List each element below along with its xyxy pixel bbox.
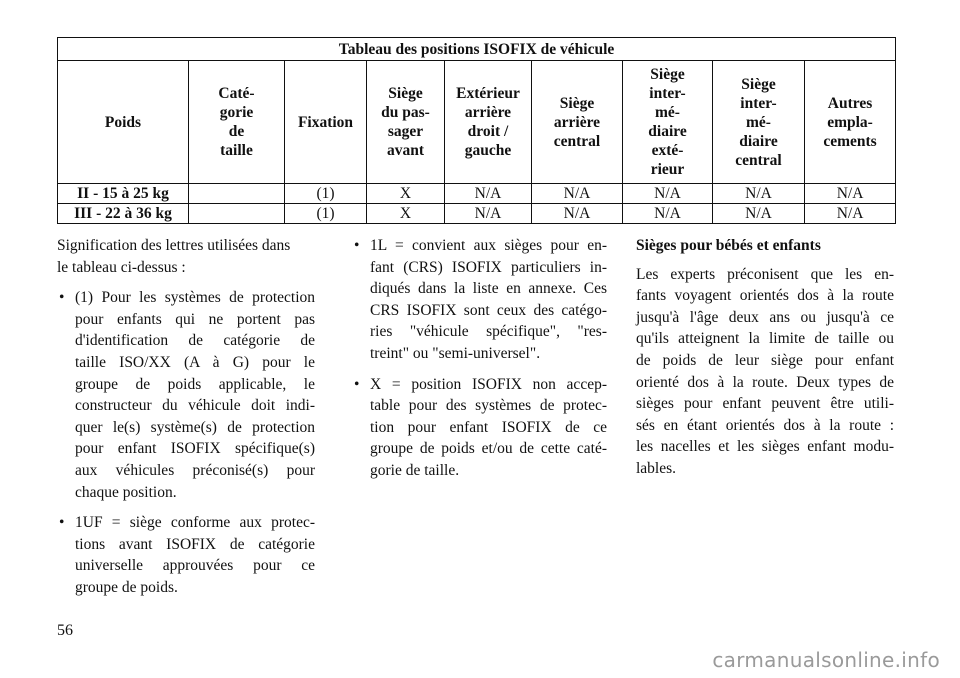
table-cell: N/A bbox=[623, 204, 713, 224]
paragraph-line: qu'ils atteignent la limite de taille ou bbox=[636, 330, 894, 348]
bullet-line: diqués dans la liste en annexe. Ces bbox=[370, 280, 607, 298]
bullet-icon: • bbox=[59, 514, 65, 532]
table-cell bbox=[189, 184, 285, 204]
table-cell: N/A bbox=[805, 184, 896, 204]
column-header bbox=[532, 61, 623, 184]
middle-column bbox=[352, 235, 607, 482]
bullet-item bbox=[57, 512, 315, 598]
paragraph-line: de poids de leur siège pour enfant bbox=[636, 351, 894, 369]
table-title: Tableau des positions ISOFIX de véhicule bbox=[58, 38, 896, 61]
bullet-line: taille ISO/XX (A à G) pour le bbox=[75, 353, 315, 371]
bullet-line: CRS ISOFIX sont ceux des catégo- bbox=[370, 301, 607, 319]
column-header-label: Poids bbox=[104, 113, 142, 131]
table-cell: N/A bbox=[532, 204, 623, 224]
bullet-line: 1UF = siège conforme aux protec- bbox=[75, 514, 315, 532]
bullet-line: fant (CRS) ISOFIX particuliers in- bbox=[370, 258, 607, 276]
bullet-item bbox=[352, 374, 607, 482]
bullet-line: X = position ISOFIX non accep- bbox=[370, 375, 607, 393]
bullet-line: (1) Pour les systèmes de protection bbox=[75, 289, 315, 307]
bullet-item bbox=[57, 287, 315, 503]
weight-cell: III - 22 à 36 kg bbox=[58, 204, 189, 224]
column-header-label: Autres empla- cements bbox=[823, 94, 877, 150]
intro-line: Signification des lettres utilisées dans bbox=[57, 237, 291, 254]
paragraph-line: sièges pour enfant peuvent être utili- bbox=[636, 395, 894, 413]
bullet-line: ries "véhicule spécifique", "res- bbox=[370, 323, 607, 341]
left-column bbox=[57, 235, 315, 599]
bullet-line: tions avant ISOFIX de catégorie bbox=[75, 535, 315, 553]
column-header bbox=[189, 61, 285, 184]
column-header bbox=[623, 61, 713, 184]
table-cell: (1) bbox=[285, 184, 367, 204]
bullet-line: chaque position. bbox=[75, 483, 177, 501]
table-row bbox=[58, 184, 896, 204]
bullet-line: quer le(s) système(s) de protection bbox=[75, 418, 315, 436]
paragraph-line: les nacelles et les sièges enfant modu- bbox=[636, 438, 894, 456]
weight-cell: II - 15 à 25 kg bbox=[58, 184, 189, 204]
bullet-icon: • bbox=[354, 375, 360, 393]
column-header-label: Siège arrière central bbox=[553, 94, 601, 150]
isofix-table bbox=[57, 37, 896, 224]
bullet-icon: • bbox=[354, 237, 360, 254]
column-header-label: Siège inter- mé- diaire central bbox=[735, 75, 782, 169]
bullet-item bbox=[352, 235, 607, 365]
section-paragraph bbox=[636, 264, 894, 480]
page-number: 56 bbox=[57, 622, 73, 639]
bullet-icon: • bbox=[59, 289, 65, 307]
paragraph-line: jusqu'à l'âge deux ans ou jusqu'à ce bbox=[636, 308, 894, 326]
table-cell: N/A bbox=[532, 184, 623, 204]
intro-line: le tableau ci-dessus : bbox=[57, 258, 186, 276]
column-header bbox=[285, 61, 367, 184]
column-header-label: Extérieur arrière droit / gauche bbox=[456, 85, 520, 159]
table-cell: N/A bbox=[623, 184, 713, 204]
bullet-line: table pour des systèmes de protec- bbox=[370, 397, 607, 415]
bullet-line: groupe de poids applicable, le bbox=[75, 375, 315, 393]
bullet-line: 1L = convient aux sièges pour en- bbox=[370, 237, 607, 254]
column-header bbox=[713, 61, 805, 184]
column-header bbox=[805, 61, 896, 184]
table-cell: X bbox=[367, 184, 445, 204]
column-header bbox=[445, 61, 532, 184]
bullet-line: treint" ou "semi-universel". bbox=[370, 344, 541, 362]
table-row bbox=[58, 204, 896, 224]
bullet-line: constructeur du véhicule doit indi- bbox=[75, 397, 315, 415]
table-cell: N/A bbox=[805, 204, 896, 224]
section-heading: Sièges pour bébés et enfants bbox=[636, 237, 821, 254]
paragraph-line: Les experts préconisent que les en- bbox=[636, 265, 894, 283]
bullet-line: tion pour enfant ISOFIX de ce bbox=[370, 418, 607, 436]
watermark-logo: carmanualsonline.info bbox=[712, 648, 940, 672]
table-cell: N/A bbox=[713, 204, 805, 224]
bullet-line: groupe de poids et/ou de cette caté- bbox=[370, 440, 607, 458]
column-header bbox=[58, 61, 189, 184]
table-cell: X bbox=[367, 204, 445, 224]
column-header-label: Siège inter- mé- diaire exté- rieur bbox=[648, 66, 687, 178]
table-cell: N/A bbox=[445, 184, 532, 204]
column-header bbox=[367, 61, 445, 184]
right-column bbox=[636, 235, 894, 480]
paragraph-line: orienté dos à la route. Deux types de bbox=[636, 373, 894, 391]
column-header-label: Siège du pas- sager avant bbox=[381, 85, 430, 159]
bullet-line: pour enfants qui ne portent pas bbox=[75, 310, 315, 328]
paragraph-line: lables. bbox=[636, 459, 677, 477]
intro-text bbox=[57, 235, 315, 278]
table-cell: (1) bbox=[285, 204, 367, 224]
bullet-line: pour enfant ISOFIX spécifique(s) bbox=[75, 440, 315, 458]
bullet-line: aux véhicules préconisé(s) pour bbox=[75, 461, 315, 479]
paragraph-line: fants voyagent orientés dos à la route bbox=[636, 287, 894, 305]
column-header-label: Fixation bbox=[297, 113, 354, 131]
bullet-line: d'identification de catégorie de bbox=[75, 332, 315, 350]
column-header-label: Caté- gorie de taille bbox=[218, 85, 255, 159]
table-cell: N/A bbox=[445, 204, 532, 224]
bullet-line: universelle approuvées pour ce bbox=[75, 557, 315, 575]
bullet-line: groupe de poids. bbox=[75, 578, 178, 596]
paragraph-line: sés en étant orientés dos à la route : bbox=[636, 416, 894, 434]
bullet-line: gorie de taille. bbox=[370, 461, 460, 479]
table-header-row bbox=[58, 61, 896, 184]
table-cell: N/A bbox=[713, 184, 805, 204]
table-cell bbox=[189, 204, 285, 224]
